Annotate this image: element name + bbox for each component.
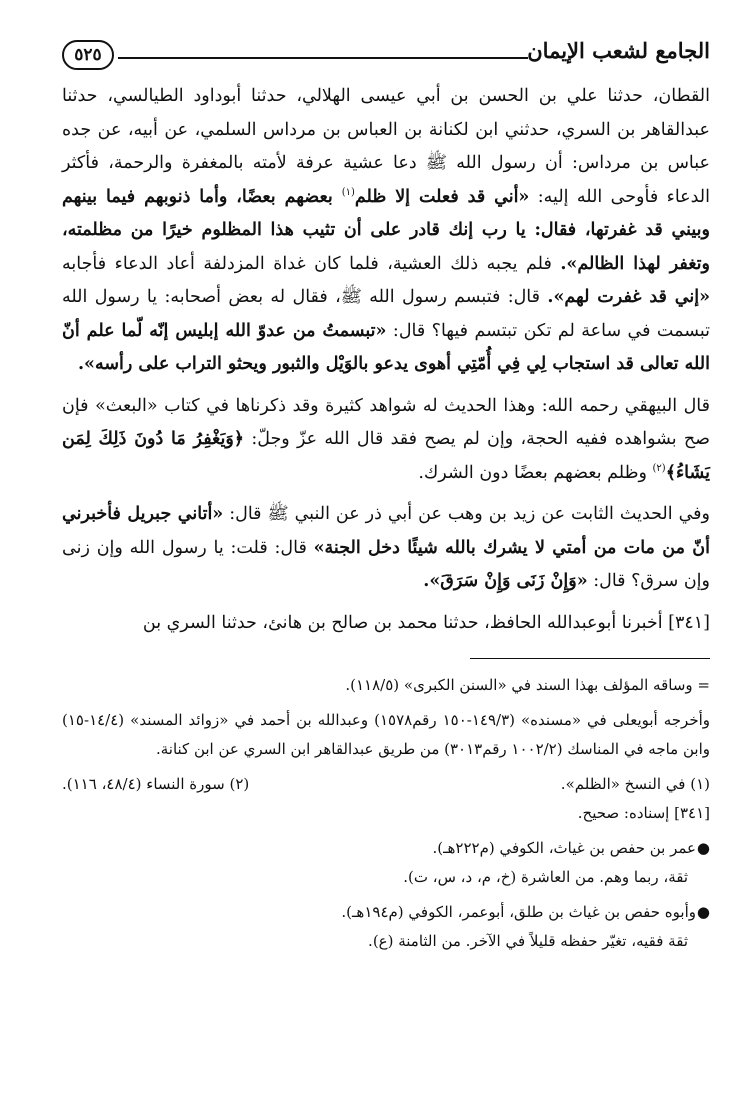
bullet-icon: ● [696, 839, 710, 857]
paragraph-abu-dharr [62, 498, 710, 599]
hadith-quote: «تبسمتُ من عدوّ الله إبليس إنّه لّما علم أنّ الله تعالى قد استجاب لِي فِي أُمّتِي أهوى يدعو بالوَيْل والثبور ويحثو التراب على رأسه». [62, 320, 710, 374]
narrator-grade: ثقة، ربما وهم. من العاشرة (خ، م، د، س، ت). [403, 868, 688, 886]
narrator-name: عمر بن حفص بن غياث، الكوفي (م٢٢٢هـ). [432, 839, 696, 857]
footnote-ref-1: (١) [341, 186, 355, 198]
paragraph-bayhaqi [62, 390, 710, 491]
hadith-quote-cont: بعضهم بعضًا، وأما ذنوبهم فيما بينهم وبيني قد غفرتها، فقال: يا رب إنك قادر على أن تثيب هذا المظلوم خيرًا من مظلمته، وتغفر لهذا الظالم». [62, 186, 710, 274]
book-page [62, 28, 710, 1078]
footnote-continuation: = وساقه المؤلف بهذا السند في «السنن الكبرى» (١١٨/٥). [345, 676, 710, 694]
isnad-text: أخبرنا أبوعبدالله الحافظ، حدثنا محمد بن صالح بن هانئ، حدثنا السري بن [142, 612, 669, 633]
quran-verse: ﴿وَيَغْفِرُ مَا دُونَ ذَلِكَ لِمَن يَشَاءُ﴾ [62, 429, 710, 483]
narrator-entry [62, 898, 710, 927]
paragraph-hadith-341 [62, 607, 710, 641]
commentary-text: وظلم بعضهم بعضًا دون الشرك. [418, 462, 653, 483]
narration-text: قال: فتبسم رسول الله ﷺ، فقال له بعض أصحابه: يا رسول الله تبسمت في ساعة لم تكن تبتسم فيها؟ قال: [62, 287, 710, 341]
footnote-2: (٢) سورة النساء (٤٨/٤، ١١٦). [62, 775, 250, 793]
running-title: الجامع لشعب الإيمان [527, 38, 710, 63]
header-rule [118, 57, 528, 59]
bullet-icon: ● [696, 903, 710, 921]
footnote-1: (١) في النسخ «الظلم». [560, 775, 710, 793]
hadith-number: [٣٤١] [668, 612, 710, 633]
page-number: ٥٢٥ [62, 40, 114, 70]
narration-text: فلم يجبه ذلك العشية، فلما كان غداة المزدلفة أعاد الدعاء فأجابه [62, 253, 561, 274]
footnote-takhrij: وأخرجه أبويعلى في «مسنده» (١٤٩/٣-١٥٠ رقم١٥٧٨) وعبدالله بن أحمد في «زوائد المسند» (١٤/٤-١٥) وابن ماجه في المناسك (١٠٠٢/٢ رقم٣٠١٣) من طريق عبدالقاهر ابن السري عن ابن كنانة. [62, 711, 711, 758]
commentary-text: قال البيهقي رحمه الله: وهذا الحديث له شواهد كثيرة وقد ذكرناها في كتاب «البعث» فإن صح بشواهده ففيه الحجة، وإن لم يصح فقد قال الله عزّ وجلّ: [62, 395, 711, 449]
hadith-quote: «أني قد فعلت إلا ظلم [354, 186, 530, 207]
paragraph-hadith-340 [62, 80, 710, 382]
footnote-separator [470, 658, 710, 659]
isnad-text: القطان، حدثنا علي بن الحسن بن أبي عيسى الهلالي، حدثنا أبوداود الطيالسي، حدثنا عبدالقاهر بن السري، حدثني ابن لكنانة بن العباس بن مرداس السلمي، عن أبيه، عن جده عباس بن مرداس: أن رسول الله ﷺ دعا عشية عرفة لأمته بالمغفرة والرحمة، فأكثر الدعاء فأوحى الله إليه: [62, 86, 710, 207]
hadith-quote: «وَإِنْ زَنَى وَإِنْ سَرَقَ». [423, 571, 588, 591]
footnotes [62, 671, 710, 956]
narrator-grade: ثقة فقيه، تغيّر حفظه قليلاً في الآخر. من الثامنة (ع). [368, 932, 688, 950]
footnote-ref-2: (٢) [652, 462, 666, 474]
hadith-quote: «إني قد غفرت لهم». [547, 287, 711, 307]
isnad-grade: [٣٤١] إسناده: صحيح. [577, 804, 710, 822]
narrator-name: وأبوه حفص بن غياث بن طلق، أبوعمر، الكوفي (م١٩٤هـ). [341, 903, 696, 921]
narration-text: وفي الحديث الثابت عن زيد بن وهب عن أبي ذر عن النبي ﷺ قال: [223, 504, 710, 524]
hadith-quote: «أتاني جبريل فأخبرني أنّ من مات من أمتي لا يشرك بالله شيئًا دخل الجنة» [62, 504, 710, 558]
main-text [62, 80, 710, 640]
narration-text: قال: قلت: يا رسول الله وإن زنى وإن سرق؟ قال: [62, 537, 710, 591]
page-header [62, 28, 710, 80]
narrator-entry [62, 834, 710, 863]
footnote-row [62, 770, 710, 799]
